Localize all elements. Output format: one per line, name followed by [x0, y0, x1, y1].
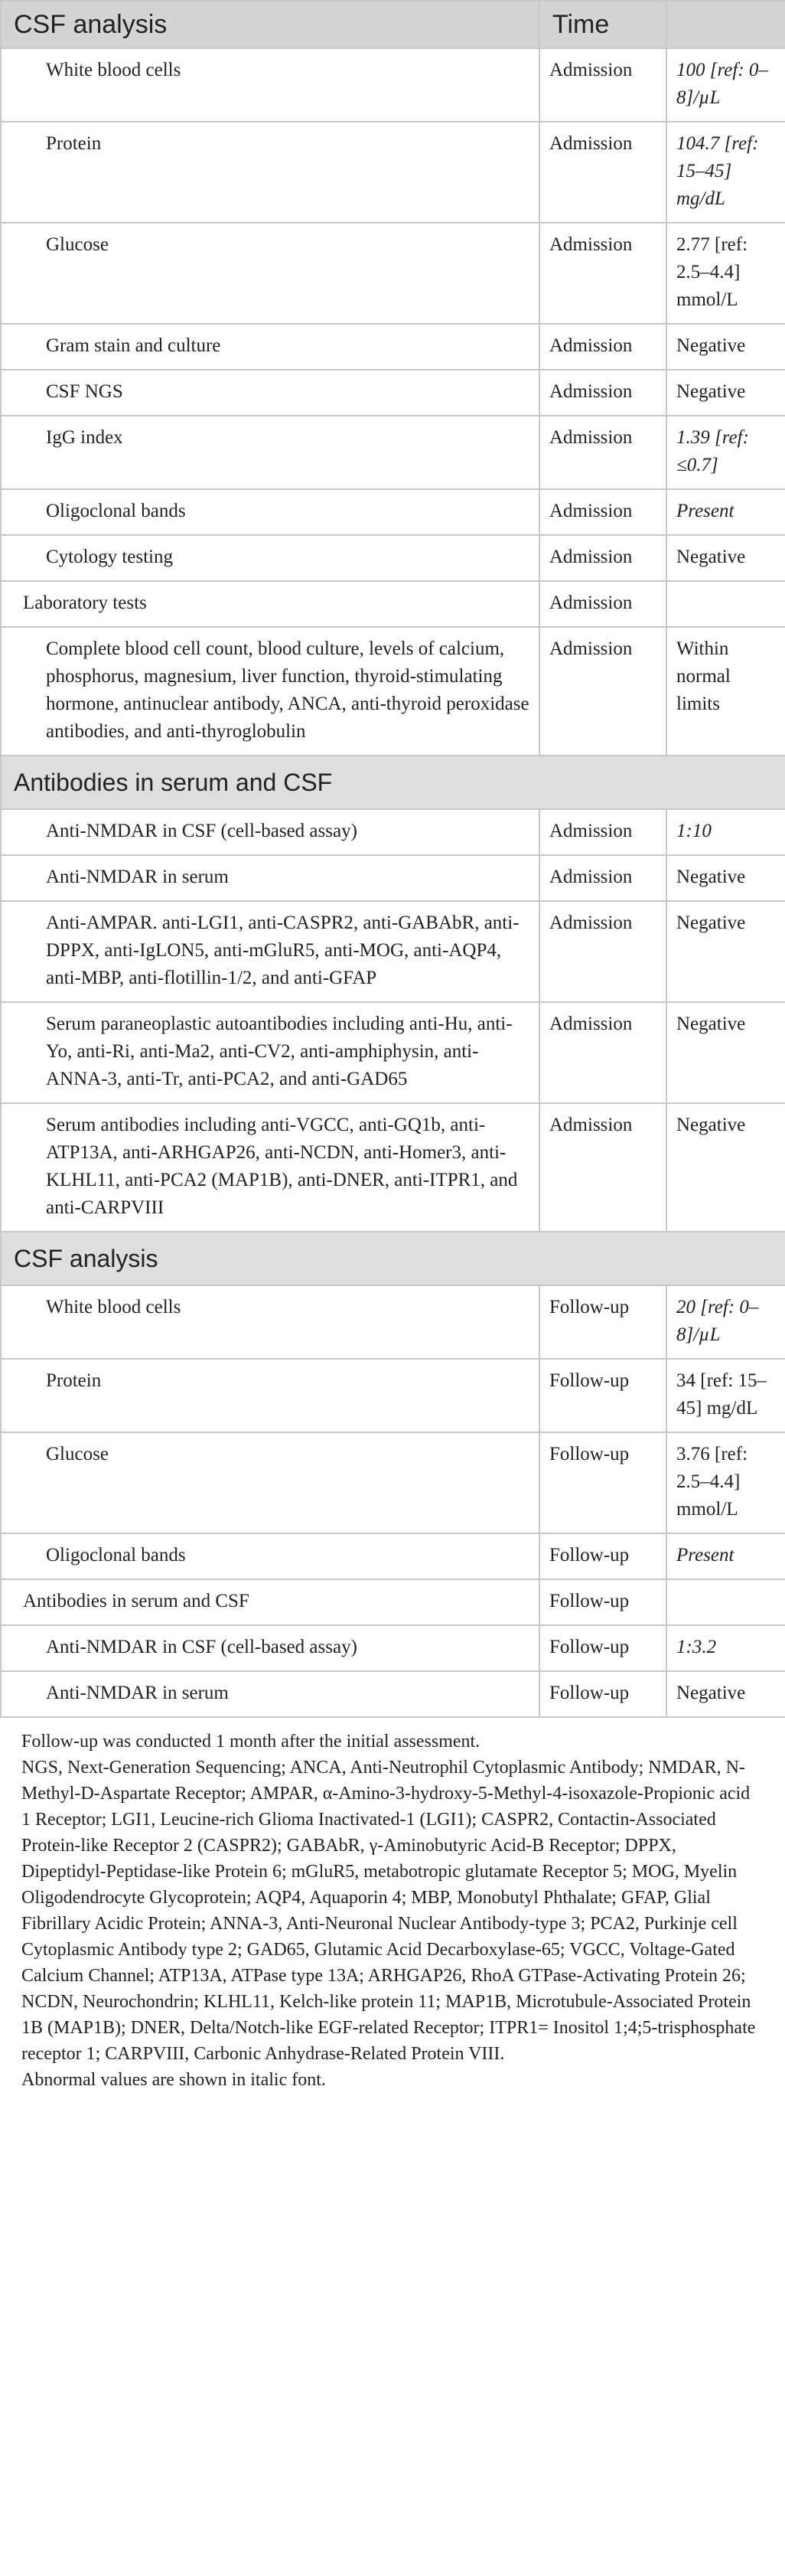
row-time: Admission: [539, 901, 666, 1002]
row-time: Follow-up: [539, 1579, 666, 1625]
footnote-followup: Follow-up was conducted 1 month after the initial assessment.: [21, 1732, 480, 1752]
row-time: Admission: [539, 809, 666, 855]
lab-detail-row: [1, 627, 785, 756]
row-value: Negative: [666, 535, 785, 581]
row-time: Follow-up: [539, 1432, 666, 1533]
row-name: Antibodies in serum and CSF: [1, 1579, 539, 1625]
footnote-abbreviations: NGS, Next-Generation Sequencing; ANCA, Anti-Neutrophil Cytoplasmic Antibody; NMDAR, N-Methyl-D-Aspartate Receptor; AMPAR, α-Amino-3-hydroxy-5-Methyl-4-isoxazole-Propionic acid 1 Receptor; LGI1, Leucine-rich Glioma Inactivated-1 (LGI1); CASPR2, Contactin-Associated Protein-like Receptor 2 (CASPR2); GABAbR, γ-Aminobutyric Acid-B Receptor; DPPX, Dipeptidyl-Peptidase-like Protein 6; mGluR5, metabotropic glutamate Receptor 5; MOG, Myelin Oligodendrocyte Glycoprotein; AQP4, Aquaporin 4; MBP, Monobutyl Phthalate; GFAP, Glial Fibrillary Acidic Protein; ANNA-3, Anti-Neuronal Nuclear Antibody-type 3; PCA2, Purkinje cell Cytoplasmic Antibody type 2; GAD65, Glutamic Acid Decarboxylase-65; VGCC, Voltage-Gated Calcium Channel; ATP13A, ATPase type 13A; ARHGAP26, RhoA GTPase-Activating Protein 26; NCDN, Neurochondrin; KLHL11, Kelch-like protein 11; MAP1B, Microtubule-Associated Protein 1B (MAP1B); DNER, Delta/Notch-like EGF-related Receptor; ITPR1= Inositol 1;4;5-trisphosphate receptor 1; CARPVIII, Carbonic Anhydrase-Related Protein VIII.: [21, 1758, 756, 2064]
row-name: Anti-NMDAR in CSF (cell-based assay): [1, 809, 539, 855]
row-time: Admission: [539, 489, 666, 535]
row-value: Negative: [666, 1002, 785, 1103]
row-name: Oligoclonal bands: [1, 489, 539, 535]
row-name: White blood cells: [1, 48, 539, 122]
row-time: Admission: [539, 223, 666, 324]
table-row: [1, 901, 785, 1002]
row-value: 20 [ref: 0–8]/µL: [666, 1285, 785, 1359]
row-name: Glucose: [1, 1432, 539, 1533]
antibodies-followup-row: [1, 1579, 785, 1625]
row-value: Negative: [666, 324, 785, 370]
table-row: [1, 535, 785, 581]
row-time: Admission: [539, 535, 666, 581]
table-header-row: [1, 1, 785, 48]
row-time: Admission: [539, 48, 666, 122]
row-name: Anti-NMDAR in CSF (cell-based assay): [1, 1625, 539, 1671]
table-row: [1, 122, 785, 223]
row-time: Follow-up: [539, 1359, 666, 1432]
row-time: Admission: [539, 324, 666, 370]
table-row: [1, 370, 785, 416]
row-name: Oligoclonal bands: [1, 1533, 539, 1579]
row-value: Negative: [666, 370, 785, 416]
table-row: [1, 1103, 785, 1232]
section-title-csf-analysis: CSF analysis: [1, 1232, 785, 1285]
table-row: [1, 324, 785, 370]
table-row: [1, 1671, 785, 1717]
row-name: Anti-AMPAR. anti-LGI1, anti-CASPR2, anti-GABAbR, anti-DPPX, anti-IgLON5, anti-mGluR5, anti-MOG, anti-AQP4, anti-MBP, anti-flotillin-1/2, and anti-GFAP: [1, 901, 539, 1002]
section-csf-followup-row: [1, 1232, 785, 1285]
row-time: Admission: [539, 581, 666, 627]
row-value: Negative: [666, 1103, 785, 1232]
row-name: Serum antibodies including anti-VGCC, anti-GQ1b, anti-ATP13A, anti-ARHGAP26, anti-NCDN, anti-Homer3, anti-KLHL11, anti-PCA2 (MAP1B), anti-DNER, anti-ITPR1, and anti-CARPVIII: [1, 1103, 539, 1232]
lab-tests-row: [1, 581, 785, 627]
row-value: Within normal limits: [666, 627, 785, 756]
row-time: Follow-up: [539, 1671, 666, 1717]
table-row: [1, 489, 785, 535]
row-name: Anti-NMDAR in serum: [1, 855, 539, 901]
row-name: IgG index: [1, 416, 539, 489]
row-value: [666, 581, 785, 627]
row-value: Present: [666, 489, 785, 535]
row-value: Negative: [666, 1671, 785, 1717]
row-time: Admission: [539, 1103, 666, 1232]
row-time: Follow-up: [539, 1625, 666, 1671]
row-name: Cytology testing: [1, 535, 539, 581]
row-name: Anti-NMDAR in serum: [1, 1671, 539, 1717]
row-value: [666, 1579, 785, 1625]
table-row: [1, 855, 785, 901]
table-footnotes: [0, 1718, 785, 2108]
row-value: 104.7 [ref: 15–45] mg/dL: [666, 122, 785, 223]
table-row: [1, 1533, 785, 1579]
row-name: Gram stain and culture: [1, 324, 539, 370]
row-name: Protein: [1, 122, 539, 223]
footnote-abnormal: Abnormal values are shown in italic font.: [21, 2070, 326, 2090]
row-value: 2.77 [ref: 2.5–4.4] mmol/L: [666, 223, 785, 324]
row-time: Admission: [539, 1002, 666, 1103]
row-name: Protein: [1, 1359, 539, 1432]
header-time: Time: [539, 1, 666, 48]
table-row: [1, 416, 785, 489]
row-value: 3.76 [ref: 2.5–4.4] mmol/L: [666, 1432, 785, 1533]
table-row: [1, 1002, 785, 1103]
row-name: Glucose: [1, 223, 539, 324]
row-value: Negative: [666, 855, 785, 901]
row-time: Admission: [539, 416, 666, 489]
header-csf-analysis: CSF analysis: [1, 1, 539, 48]
row-name: Laboratory tests: [1, 581, 539, 627]
header-value: [666, 1, 785, 48]
row-value: Present: [666, 1533, 785, 1579]
table-row: [1, 223, 785, 324]
row-value: Negative: [666, 901, 785, 1002]
table-row: [1, 1359, 785, 1432]
row-time: Follow-up: [539, 1285, 666, 1359]
row-time: Admission: [539, 370, 666, 416]
table-row: [1, 1432, 785, 1533]
row-name: Serum paraneoplastic autoantibodies including anti-Hu, anti-Yo, anti-Ri, anti-Ma2, anti-CV2, anti-amphiphysin, anti-ANNA-3, anti-Tr, anti-PCA2, and anti-GAD65: [1, 1002, 539, 1103]
table-row: [1, 1625, 785, 1671]
row-value: 1:3.2: [666, 1625, 785, 1671]
row-name: CSF NGS: [1, 370, 539, 416]
row-time: Admission: [539, 855, 666, 901]
section-antibodies-row: [1, 756, 785, 809]
row-value: 100 [ref: 0–8]/µL: [666, 48, 785, 122]
row-time: Follow-up: [539, 1533, 666, 1579]
table-row: [1, 1285, 785, 1359]
row-name: Complete blood cell count, blood culture, levels of calcium, phosphorus, magnesium, liver function, thyroid-stimulating hormone, antinuclear antibody, ANCA, anti-thyroid peroxidase antibodies, and anti-thyroglobulin: [1, 627, 539, 756]
row-value: 1.39 [ref: ≤0.7]: [666, 416, 785, 489]
table-row: [1, 809, 785, 855]
section-title-antibodies: Antibodies in serum and CSF: [1, 756, 785, 809]
row-value: 1:10: [666, 809, 785, 855]
table-row: [1, 48, 785, 122]
row-time: Admission: [539, 122, 666, 223]
row-time: Admission: [539, 627, 666, 756]
row-name: White blood cells: [1, 1285, 539, 1359]
row-value: 34 [ref: 15–45] mg/dL: [666, 1359, 785, 1432]
